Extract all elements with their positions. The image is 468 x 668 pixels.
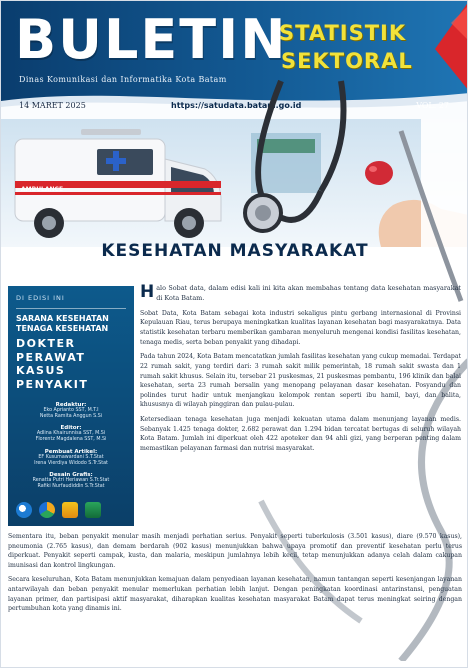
- bulletin-subtitle-line1: STATISTIK: [279, 21, 407, 45]
- ambulance-label: AMBULANCE: [21, 186, 64, 193]
- topic-dokter: DOKTER: [16, 336, 76, 350]
- dropcap: H: [140, 282, 155, 302]
- partner-logos: [16, 502, 126, 518]
- bulletin-subtitle-line2: SEKTORAL: [281, 49, 413, 73]
- credit-name: Renatta Putri Heriawan S.Tr.Stat: [32, 478, 110, 484]
- credit-name: Adlina Khairunnisa SST, M.Si: [36, 431, 106, 437]
- topic-kasus-penyakit: KASUS PENYAKIT: [16, 364, 89, 392]
- header-banner: [1, 1, 468, 119]
- credit-role: Redaktur:: [55, 401, 87, 408]
- agency-name: Dinas Komunikasi dan Informatika Kota Batam: [19, 75, 227, 84]
- sidebar-divider: [16, 308, 126, 309]
- kominfo-logo-icon: [16, 502, 32, 518]
- credit-role: Editor:: [60, 425, 82, 432]
- header-photo: [1, 119, 468, 247]
- credit-name: Florentz Magdalena SST, M.Si: [35, 437, 107, 443]
- paragraph-3: Ketersediaan tenaga kesehatan juga menjadi kekuatan utama dalam menunjang layanan medis. Sebanyak 1.425 tenaga dokter, 2.682 perawat dan 1.294 bidan tercatat bertugas di seluruh wilayah Kota Batam. Jumlah ini diperkuat oleh 422 apoteker dan 94 ahli gizi, yang berperan penting dalam memastikan pelayanan farmasi dan nutrisi masyarakat.: [140, 415, 461, 452]
- edition-label: DI EDISI INI: [16, 294, 65, 302]
- credit-name: Netta Ramita Anggun S.Si: [39, 414, 103, 420]
- article-full-width: [8, 532, 462, 619]
- topic-perawat: PERAWAT: [16, 350, 86, 364]
- ambulance-illustration: [1, 119, 468, 247]
- intro-text: alo Sobat data, dalam edisi kali ini kita akan membahas tentang data kesehatan masyarakat di Kota Batam.: [156, 284, 461, 302]
- paragraph-4: Sementara itu, beban penyakit menular masih menjadi perhatian serius. Penyakit seperti tuberkulosis (3.501 kasus), diare (9.570 kasus), pneumonia (2.765 kasus), dan demam berdarah (902 kasus) menunjukkan bahwa upaya promotif dan preventif kesehatan perlu terus diperkuat. Penyakit seperti campak, kusta, dan malaria, meskipun jumlahnya lebih kecil, tetap menunjukkan adanya celah dalam cakupan imunisasi dan kontrol lingkungan.: [8, 533, 462, 569]
- intro-paragraph: [140, 284, 461, 304]
- satu-data-logo-icon: [39, 502, 55, 518]
- header-wave: [1, 79, 468, 119]
- bulletin-title: BULETIN: [15, 8, 288, 71]
- paragraph-2: Pada tahun 2024, Kota Batam mencatatkan jumlah fasilitas kesehatan yang cukup memadai. Terdapat 22 rumah sakit, yang terdiri dari: 3 rumah sakit milik pemerintah, 18 rumah sakit swasta dan 1 rumah sakit khusus. Selain itu, tersebar 21 puskesmas, 21 puskesmas pembantu, 196 klinik dan balai kesehatan, serta 23 rumah bersalin yang menopang pelayanan dasar kesehatan. Posyandu dan polindes turut hadir untuk menjangkau kelompok rentan seperti ibu hamil, bayi, dan balita, khususnya di wilayah pinggiran dan pulau-pulau.: [140, 353, 462, 409]
- section-title: KESEHATAN MASYARAKAT: [101, 241, 369, 261]
- article-column: [140, 284, 461, 458]
- batam-seal-icon: [85, 502, 101, 518]
- credit-name: Rafiki Nurfaudiddin S.Tr.Stat: [37, 484, 105, 490]
- website-link[interactable]: https://satudata.batam.go.id: [171, 101, 302, 110]
- credit-name: Eko Aprianto SST, M.T.I: [43, 407, 99, 413]
- volume-number: VOL. 27: [416, 101, 449, 110]
- edition-sidebar: [8, 286, 134, 526]
- publish-date: 14 MARET 2025: [19, 101, 86, 110]
- credit-role: Desain Grafis:: [49, 472, 93, 479]
- paragraph-1: Sobat Data, Kota Batam sebagai kota industri sekaligus pintu gerbang internasional di Provinsi Kepulauan Riau, terus berupaya meningkatkan kualitas layanan kesehatan bagi masyarakatnya. Data statistik kesehatan terbaru memberikan gambaran menyeluruh mengenai kondisi fasilitas kesehatan, tenaga medis, serta beban penyakit yang dihadapi.: [140, 309, 461, 346]
- credit-name: EF Kusumawardani S.T.Stat: [38, 454, 104, 460]
- sidebar-heading: SARANA KESEHATAN TENAGA KESEHATAN: [16, 314, 109, 334]
- credit-role: Pembuat Artikel:: [44, 448, 98, 455]
- paragraph-5: Secara keseluruhan, Kota Batam menunjukkan kemajuan dalam penyediaan layanan kesehatan, namun tantangan seperti kesenjangan layanan antarwilayah dan beban penyakit menular memerlukan perhatian lebih lanjut. Dengan peningkatan koordinasi antarinstansi, penguatan layanan primer, dan partisipasi aktif masyarakat, diharapkan kualitas kesehatan masyarakat Batam dapat terus meningkat seiring dengan pertumbuhan kota yang dinamis ini.: [8, 576, 462, 613]
- credit-name: Irena Vierdiya Widodo S.Tr.Stat: [34, 460, 108, 466]
- bps-logo-icon: [62, 502, 78, 518]
